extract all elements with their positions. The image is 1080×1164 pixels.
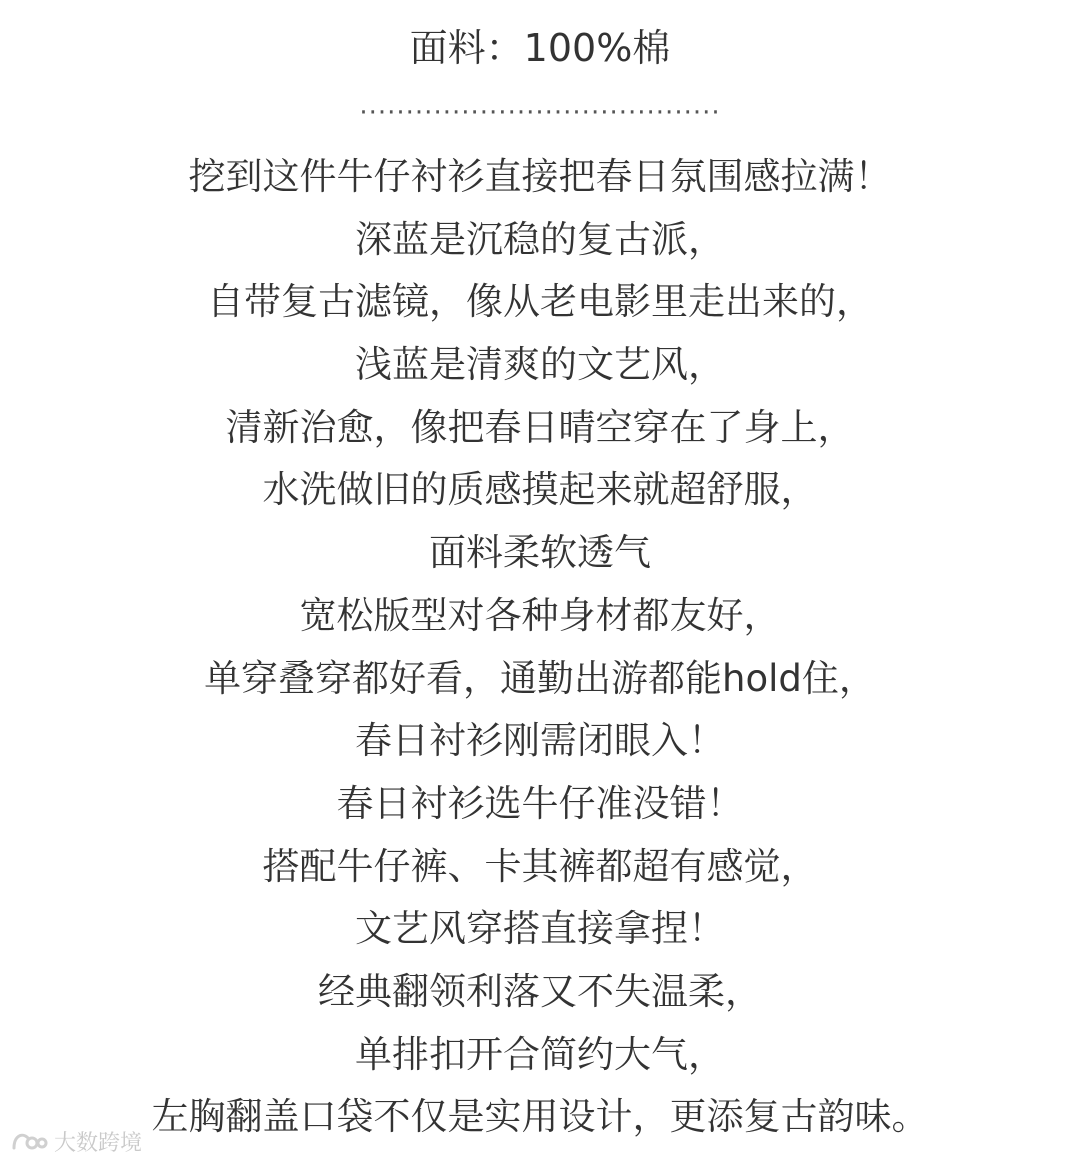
- material-info: 面料：100%棉: [409, 26, 671, 70]
- watermark: [10, 1124, 142, 1158]
- description-line: 宽松版型对各种身材都友好，: [299, 593, 781, 637]
- description-line: 水洗做旧的质感摸起来就超舒服，: [262, 468, 818, 512]
- description-line: 春日衬衫刚需闭眼入！: [355, 719, 725, 763]
- watermark-text: 大数跨境: [54, 1130, 143, 1156]
- brand-logo-icon: [10, 1128, 48, 1154]
- product-description: [0, 146, 1080, 1149]
- description-line: 浅蓝是清爽的文艺风，: [355, 343, 725, 387]
- description-line: 自带复古滤镜，像从老电影里走出来的，: [207, 280, 873, 324]
- dotted-divider: ·······································: [359, 98, 721, 128]
- description-line: 搭配牛仔裤、卡其裤都超有感觉，: [262, 844, 818, 888]
- description-line: 经典翻领利落又不失温柔，: [318, 969, 762, 1013]
- description-line: 深蓝是沉稳的复古派，: [355, 217, 725, 261]
- description-line: 春日衬衫选牛仔准没错！: [336, 781, 744, 825]
- description-line: 挖到这件牛仔衬衫直接把春日氛围感拉满！: [188, 155, 892, 198]
- description-line: 清新治愈，像把春日晴空穿在了身上，: [225, 405, 855, 449]
- description-line: 文艺风穿搭直接拿捏！: [355, 907, 725, 951]
- description-line: 单穿叠穿都好看，通勤出游都能hold住，: [204, 656, 876, 700]
- description-line: 左胸翻盖口袋不仅是实用设计，更添复古韵味。: [151, 1095, 929, 1139]
- description-line: 单排扣开合简约大气，: [355, 1032, 725, 1076]
- description-line: 面料柔软透气: [429, 531, 651, 575]
